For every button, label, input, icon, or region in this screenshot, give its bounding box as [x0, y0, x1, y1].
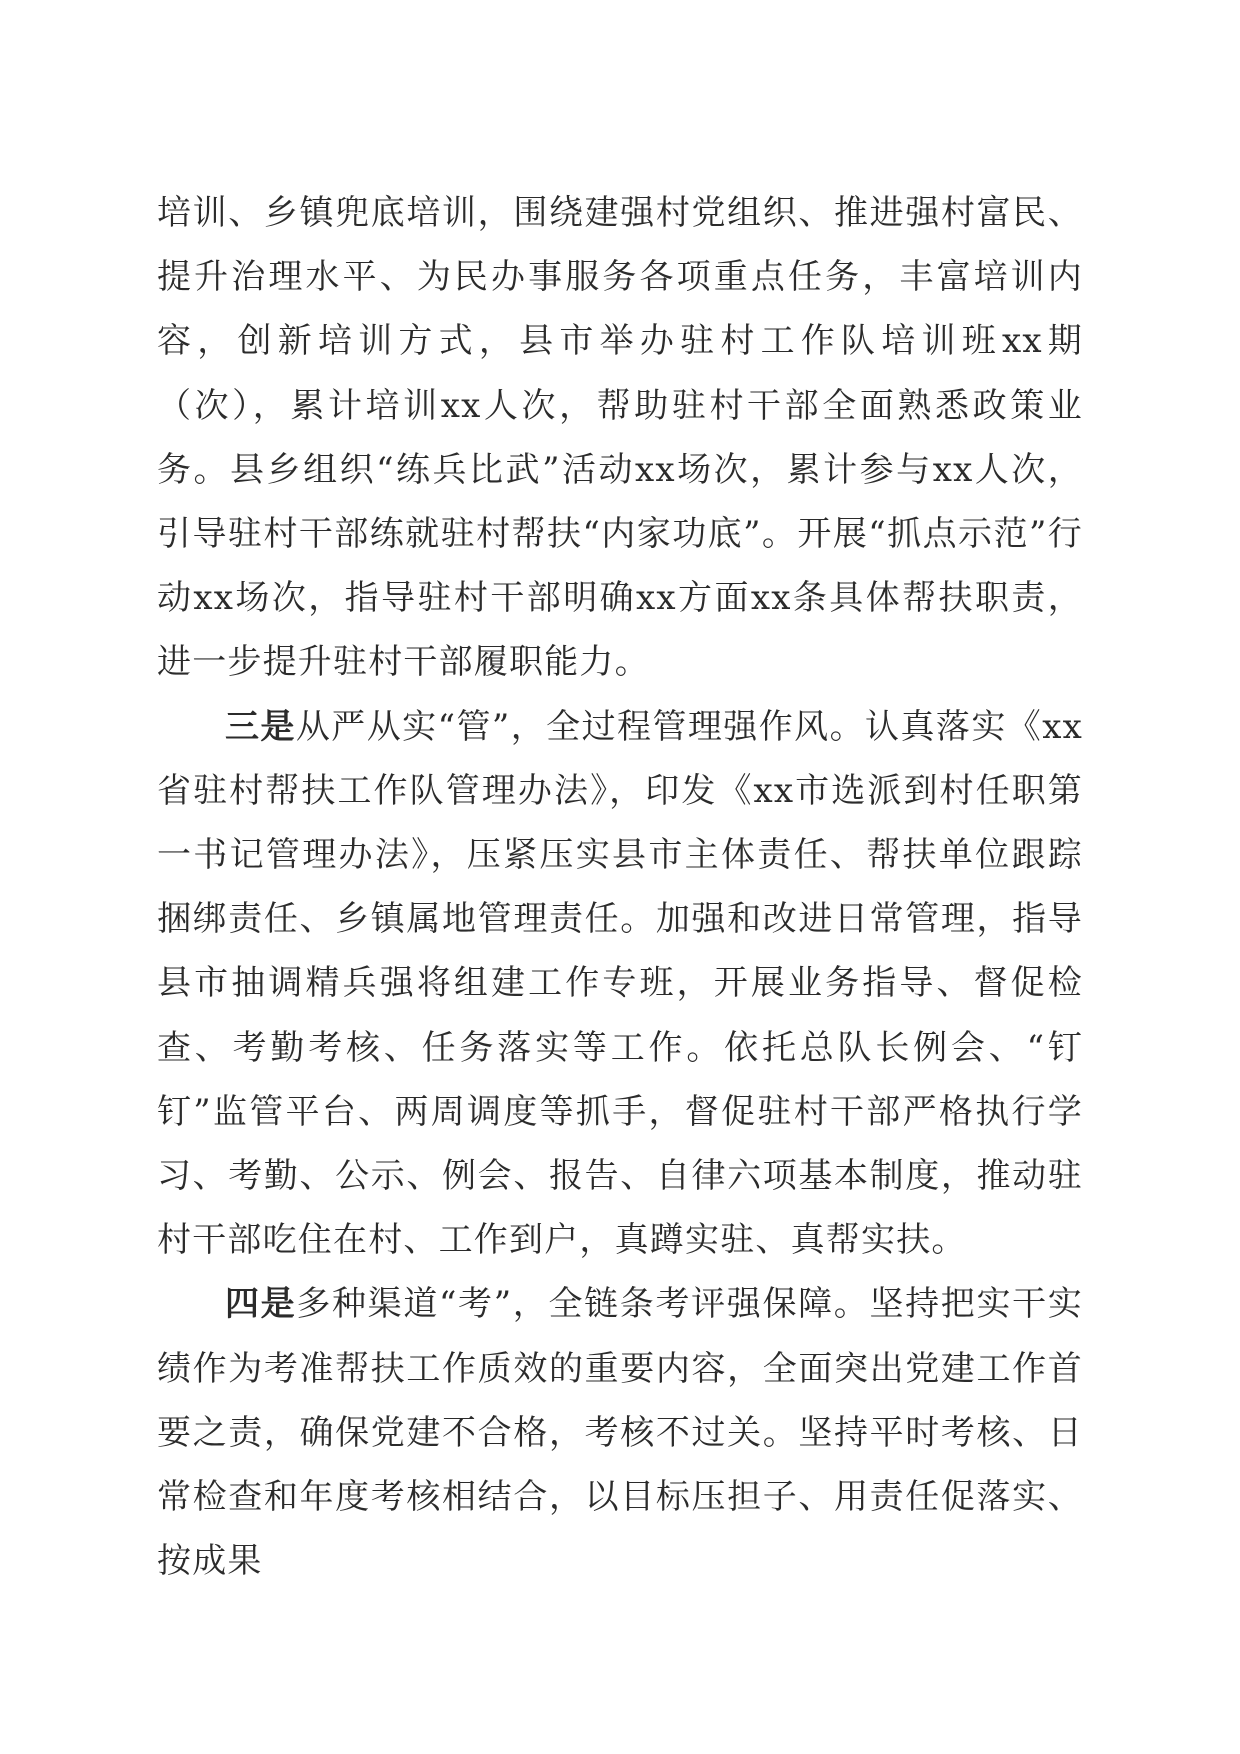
paragraph-lead: 四是 [225, 1284, 297, 1325]
paragraph-text: 培训、乡镇兜底培训，围绕建强村党组织、推进强村富民、提升治理水平、为民办事服务各项重点任务，丰富培训内容，创新培训方式，县市举办驻村工作队培训班xx期（次），累计培训xx人次，帮助驻村干部全面熟悉政策业务。县乡组织“练兵比武”活动xx场次，累计参与xx人次，引导驻村干部练就驻村帮扶“内家功底”。开展“抓点示范”行动xx场次，指导驻村干部明确xx方面xx条具体帮扶职责，进一步提升驻村干部履职能力。 [157, 193, 1083, 683]
paragraph-text: 多种渠道“考”，全链条考评强保障。坚持把实干实绩作为考准帮扶工作质效的重要内容，全面突出党建工作首要之责，确保党建不合格，考核不过关。坚持平时考核、日常检查和年度考核相结合，以目标压担子、用责任促落实、按成果 [157, 1284, 1083, 1582]
paragraph-training [157, 181, 1083, 695]
paragraph-assessment [157, 1272, 1083, 1593]
paragraph-text: 从严从实“管”，全过程管理强作风。认真落实《xx省驻村帮扶工作队管理办法》，印发《xx市选派到村任职第一书记管理办法》，压紧压实县市主体责任、帮扶单位跟踪捆绑责任、乡镇属地管理责任。加强和改进日常管理，指导县市抽调精兵强将组建工作专班，开展业务指导、督促检查、考勤考核、任务落实等工作。依托总队长例会、“钉钉”监管平台、两周调度等抓手，督促驻村干部严格执行学习、考勤、公示、例会、报告、自律六项基本制度，推动驻村干部吃住在村、工作到户，真蹲实驻、真帮实扶。 [157, 706, 1083, 1261]
paragraph-lead: 三是 [225, 706, 296, 747]
body-text [157, 181, 1083, 1593]
paragraph-management [157, 695, 1083, 1273]
